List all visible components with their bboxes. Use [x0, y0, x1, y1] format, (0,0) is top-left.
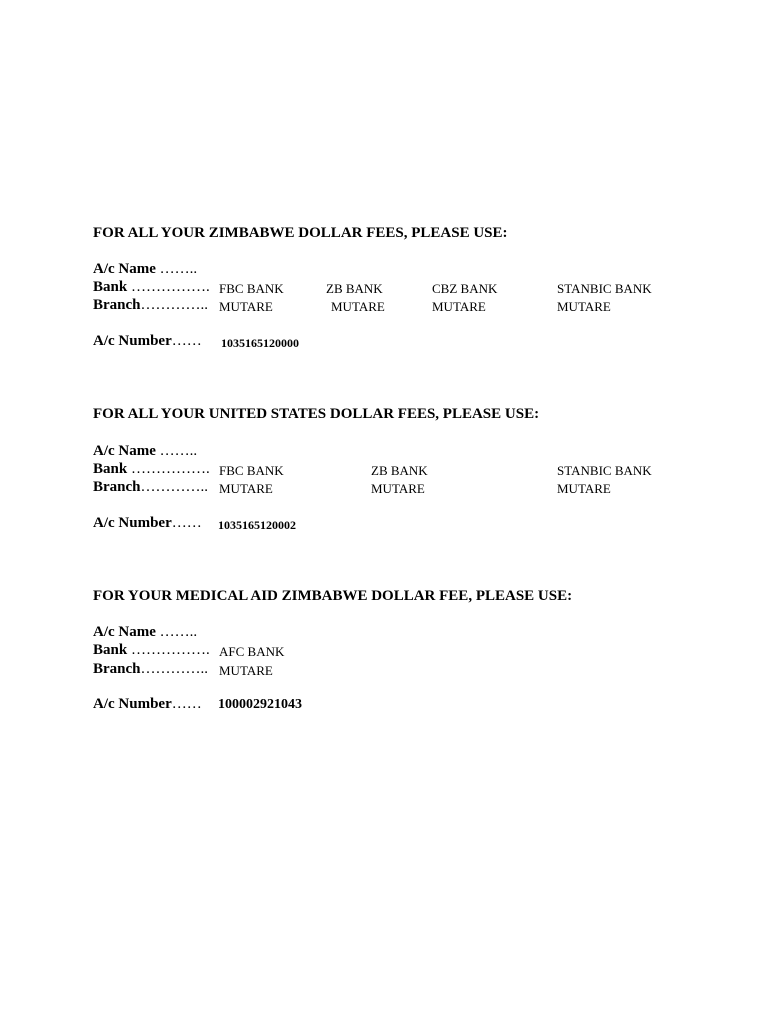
acnumber-label: A/c Number……: [93, 333, 202, 349]
acnumber-label: A/c Number……: [93, 515, 202, 531]
branch-label: Branch…………..: [93, 297, 209, 313]
branch-name: MUTARE: [219, 663, 273, 678]
branch-name: MUTARE: [331, 299, 385, 314]
branch-name: MUTARE: [219, 481, 273, 496]
bank-name: STANBIC BANK: [557, 281, 652, 296]
bank-name: FBC BANK: [219, 463, 284, 478]
branch-name: MUTARE: [371, 481, 425, 496]
bank-name: CBZ BANK: [432, 281, 498, 296]
acnumber-label: A/c Number……: [93, 696, 202, 712]
bank-name: FBC BANK: [219, 281, 284, 296]
section-heading-usd: FOR ALL YOUR UNITED STATES DOLLAR FEES, PLEASE USE:: [93, 406, 540, 422]
account-number: 1035165120002: [218, 518, 296, 532]
branch-label: Branch…………..: [93, 479, 209, 495]
acname-label: A/c Name ……..: [93, 624, 198, 640]
bank-name: STANBIC BANK: [557, 463, 652, 478]
bank-label: Bank …………….: [93, 461, 210, 477]
section-heading-zwl: FOR ALL YOUR ZIMBABWE DOLLAR FEES, PLEASE USE:: [93, 225, 508, 241]
section-heading-medical-aid: FOR YOUR MEDICAL AID ZIMBABWE DOLLAR FEE, PLEASE USE:: [93, 588, 573, 604]
branch-label: Branch…………..: [93, 661, 209, 677]
acname-label: A/c Name ……..: [93, 443, 198, 459]
bank-label: Bank …………….: [93, 279, 210, 295]
bank-name: ZB BANK: [326, 281, 383, 296]
bank-name: ZB BANK: [371, 463, 428, 478]
branch-name: MUTARE: [557, 299, 611, 314]
bank-label: Bank …………….: [93, 642, 210, 658]
branch-name: MUTARE: [557, 481, 611, 496]
branch-name: MUTARE: [219, 299, 273, 314]
account-number: 1035165120000: [221, 336, 299, 350]
bank-name: AFC BANK: [219, 644, 285, 659]
acname-label: A/c Name ……..: [93, 261, 198, 277]
account-number: 100002921043: [218, 697, 302, 712]
branch-name: MUTARE: [432, 299, 486, 314]
